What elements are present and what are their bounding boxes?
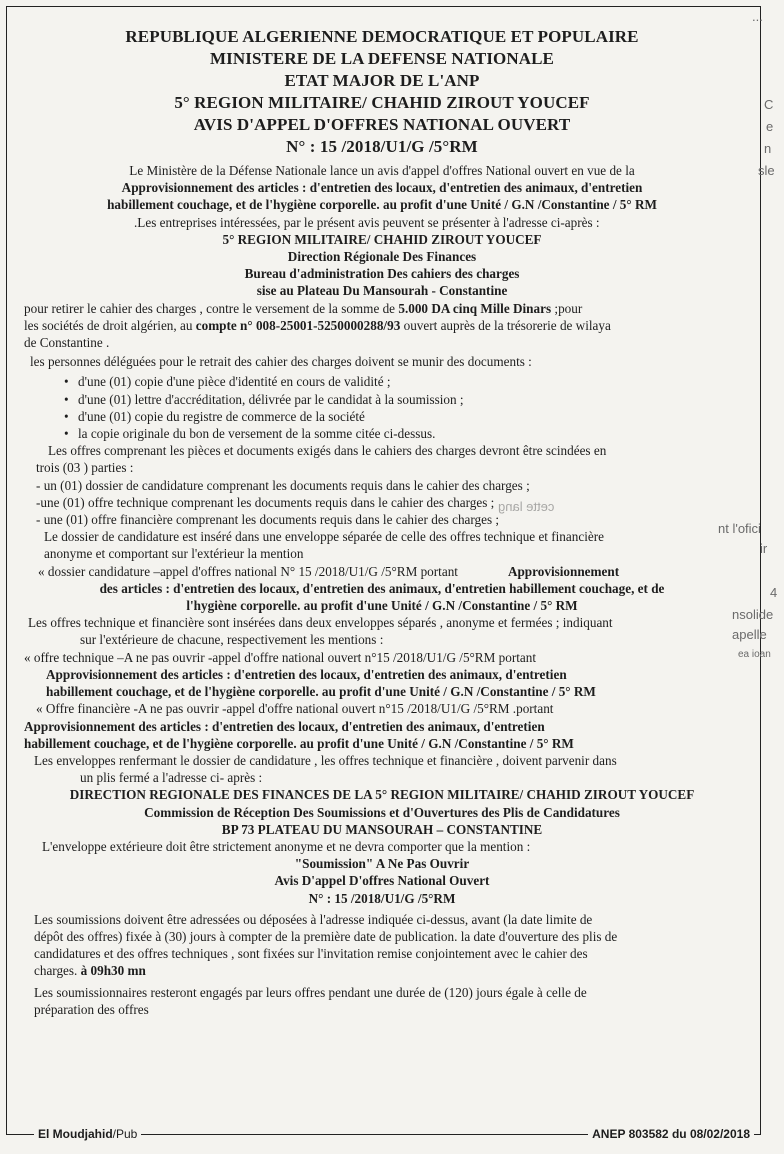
bleed-mark: nt l'ofici bbox=[718, 521, 761, 536]
closing-text: dépôt des offres) fixée à (30) jours à compter de la première date de publication. la date d'ouverture des plis de bbox=[34, 928, 618, 944]
closing-text: Les soumissionnaires resteront engagés par leurs offres pendant une durée de (120) jours égale à celle de bbox=[34, 984, 587, 1000]
address-line: DIRECTION REGIONALE DES FINANCES DE LA 5° REGION MILITAIRE/ CHAHID ZIROUT YOUCEF bbox=[69, 787, 695, 803]
bleed-mark: ... bbox=[752, 9, 763, 24]
address-line: Commission de Réception Des Soumissions et d'Ouvertures des Plis de Candidatures bbox=[144, 804, 620, 820]
address-line: sise au Plateau Du Mansourah - Constantine bbox=[256, 283, 508, 299]
opening-time: à 09h30 mn bbox=[80, 963, 146, 979]
deliver-text: un plis fermé a l'adresse ci- après : bbox=[80, 770, 263, 786]
offers-text: Les offres comprenant les pièces et documents exigés dans le cahiers des charges devront être scindées en bbox=[48, 443, 607, 459]
tech-mention: « offre technique –A ne pas ouvrir -appel d'offre national ouvert n°15 /2018/U1/G /5°RM portant bbox=[24, 649, 536, 665]
dossier-text: Le dossier de candidature est inséré dans une enveloppe séparée de celle des offres technique et financière bbox=[44, 529, 604, 545]
bleed-mark: apelle bbox=[732, 627, 767, 642]
dossier-mention: des articles : d'entretien des locaux, d'entretien des animaux, d'entretien habillement couchage, et de bbox=[99, 580, 665, 596]
dossier-mention: « dossier candidature –appel d'offres national N° 15 /2018/U1/G /5°RM portant Approvisionnement bbox=[38, 563, 620, 579]
tech-mention: Approvisionnement des articles : d'entretien des locaux, d'entretien des animaux, d'entretien bbox=[46, 666, 567, 682]
publication-source: El Moudjahid/Pub bbox=[34, 1124, 141, 1144]
bleed-through-text bbox=[498, 0, 784, 760]
fin-mention: Approvisionnement des articles : d'entretien des locaux, d'entretien des animaux, d'entretien bbox=[24, 718, 545, 734]
header-line: 5° REGION MILITAIRE/ CHAHID ZIROUT YOUCEF bbox=[174, 93, 590, 112]
dossier-text: anonyme et comportant sur l'extérieur la mention bbox=[44, 546, 304, 562]
outer-mention: N° : 15 /2018/U1/G /5°RM bbox=[308, 890, 456, 906]
fin-mention: habillement couchage, et de l'hygiène corporelle. au profit d'une Unité / G.N /Constantine / 5° RM bbox=[24, 735, 574, 751]
notice-header bbox=[24, 26, 740, 158]
intro-subject: Approvisionnement des articles : d'entretien des locaux, d'entretien des animaux, d'entretien bbox=[121, 180, 643, 196]
bleed-mark: ea ioan bbox=[738, 649, 771, 660]
fin-mention: « Offre financière -A ne pas ouvrir -appel d'offre national ouvert n°15 /2018/U1/G /5°RM .portant bbox=[36, 701, 554, 717]
tender-number: N° : 15 /2018/U1/G /5°RM bbox=[286, 137, 478, 156]
documents-list bbox=[24, 373, 740, 442]
payment-text: pour retirer le cahier des charges , contre le versement de la somme de 5.000 DA cinq Mille Dinars ;pour bbox=[24, 300, 583, 316]
bleed-mark: 4 bbox=[770, 585, 778, 600]
outer-text: L'enveloppe extérieure doit être strictement anonyme et ne devra comporter que la mention : bbox=[42, 838, 531, 854]
bleed-mark: nsolide bbox=[732, 607, 774, 622]
bleed-mark: e bbox=[766, 119, 774, 134]
intro-subject: habillement couchage, et de l'hygiène corporelle. au profit d'une Unité / G.N /Constantine / 5° RM bbox=[107, 197, 657, 213]
intro-text: Le Ministère de la Défense Nationale lance un avis d'appel d'offres National ouvert en vue de la bbox=[129, 163, 635, 178]
outer-mention: "Soumission" A Ne Pas Ouvrir bbox=[294, 856, 470, 872]
offer-part: - un (01) dossier de candidature comprenant les documents requis dans le cahier des charges ; bbox=[36, 477, 530, 493]
bleed-mark: ir bbox=[760, 541, 768, 556]
address-line: BP 73 PLATEAU DU MANSOURAH – CONSTANTINE bbox=[221, 821, 543, 837]
notice-body bbox=[24, 26, 740, 1018]
amount: 5.000 DA cinq Mille Dinars bbox=[398, 300, 552, 316]
envelopes-text: sur l'extérieure de chacune, respectivement les mentions : bbox=[80, 632, 384, 648]
closing-text: Les soumissions doivent être adressées ou déposées à l'adresse indiquée ci-dessus, avant (la date limite de bbox=[34, 911, 593, 927]
payment-text: les sociétés de droit algérien, au compte n° 008-25001-5250000288/93 ouvert auprès de la trésorerie de wilaya bbox=[24, 317, 611, 333]
deliver-text: Les enveloppes renfermant le dossier de candidature , les offres technique et financière , doivent parvenir dans bbox=[34, 752, 617, 768]
address-line: Bureau d'administration Des cahiers des charges bbox=[244, 266, 520, 282]
intro-text: .Les entreprises intéressées, par le présent avis peuvent se présenter à l'adresse ci-après : bbox=[134, 214, 600, 230]
list-item: • la copie originale du bon de versement de la somme citée ci-dessus. bbox=[64, 425, 740, 442]
address-line: Direction Régionale Des Finances bbox=[287, 249, 477, 265]
closing-text: préparation des offres bbox=[34, 1001, 149, 1017]
bleed-mark: cette lang bbox=[498, 499, 555, 514]
anep-reference: ANEP 803582 du 08/02/2018 bbox=[588, 1124, 754, 1144]
dossier-mention: l'hygiène corporelle. au profit d'une Unité / G.N /Constantine / 5° RM bbox=[186, 598, 578, 614]
offer-part: -une (01) offre technique comprenant les documents requis dans le cahier des charges ; bbox=[36, 494, 495, 510]
address-line: 5° REGION MILITAIRE/ CHAHID ZIROUT YOUCEF bbox=[222, 231, 542, 247]
payment-text: de Constantine . bbox=[24, 335, 110, 351]
bleed-mark: C bbox=[764, 97, 774, 112]
offers-text: trois (03 ) parties : bbox=[36, 460, 134, 476]
list-item: • d'une (01) lettre d'accréditation, délivrée par le candidat à la soumission ; bbox=[64, 391, 740, 408]
list-item: • d'une (01) copie d'une pièce d'identité en cours de validité ; bbox=[64, 373, 740, 390]
delegates-intro: les personnes déléguées pour le retrait des cahier des charges doivent se munir des documents : bbox=[30, 354, 532, 370]
closing-text: charges. à 09h30 mn bbox=[34, 963, 146, 979]
closing-text: candidatures et des offres techniques , sont fixées sur l'invitation remise conjointement avec le cahier des bbox=[34, 946, 588, 962]
outer-mention: Avis D'appel D'offres National Ouvert bbox=[274, 873, 490, 889]
header-line: ETAT MAJOR DE L'ANP bbox=[284, 71, 480, 90]
header-line: REPUBLIQUE ALGERIENNE DEMOCRATIQUE ET POPULAIRE bbox=[125, 27, 639, 46]
bleed-mark: n bbox=[764, 141, 772, 156]
envelopes-text: Les offres technique et financière sont insérées dans deux enveloppes séparés , anonyme et fermées ; indiquant bbox=[28, 615, 613, 631]
tech-mention: habillement couchage, et de l'hygiène corporelle. au profit d'une Unité / G.N /Constantine / 5° RM bbox=[46, 684, 596, 700]
header-line: MINISTERE DE LA DEFENSE NATIONALE bbox=[209, 49, 554, 68]
offer-part: - une (01) offre financière comprenant les documents requis dans le cahier des charges ; bbox=[36, 512, 500, 528]
bleed-mark: sle bbox=[758, 163, 775, 178]
header-line: AVIS D'APPEL D'OFFRES NATIONAL OUVERT bbox=[193, 115, 571, 134]
account-number: compte n° 008-25001-5250000288/93 bbox=[195, 317, 401, 333]
list-item: • d'une (01) copie du registre de commerce de la société bbox=[64, 408, 740, 425]
